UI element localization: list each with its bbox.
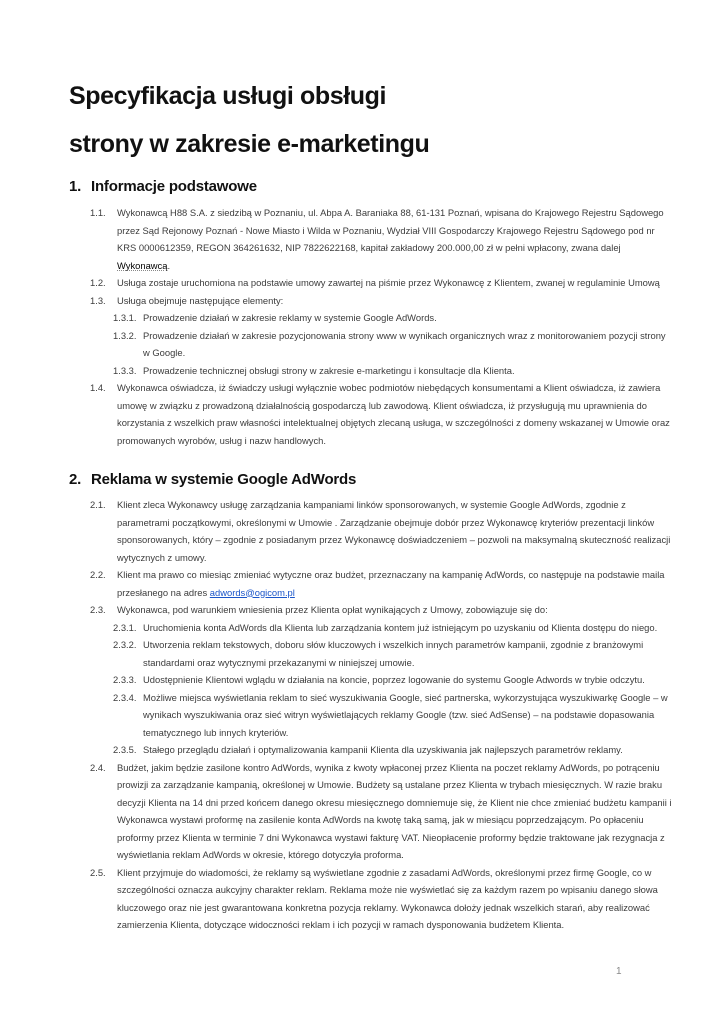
section-title: Reklama w systemie Google AdWords: [91, 471, 357, 488]
section-title: Informacje podstawowe: [91, 178, 257, 195]
clause-2-1: [0, 496, 725, 566]
clause-text: [117, 204, 673, 274]
section-2-body: [0, 496, 725, 934]
clause-2-3-5: [0, 741, 725, 759]
document-title-line-2: strony w zakresie e-marketingu: [69, 130, 430, 158]
clause-text: Klient zleca Wykonawcy usługę zarządzania kampaniami linków sponsorowanych, w systemie Google AdWords, zgodnie z parametrami początkowymi, określonymi w Umowie . Zarządzanie obejmuje dobór przez Wykonawcę kryteriów prezentacji linków sponsorowanych, który – zgodnie z posiadanym przez Wykonawcę doświadczeniem – pozwoli na maksymalną skuteczność realizacji wytycznych z umowy.: [117, 499, 671, 563]
clause-text-part: .: [167, 259, 171, 271]
clause-number: 1.1.: [90, 207, 106, 218]
clause-number: 1.3.1.: [113, 312, 137, 323]
section-1-heading: [69, 177, 257, 197]
clause-text: Wykonawca, pod warunkiem wniesienia przez Klienta opłat wynikających z Umowy, zobowiązuje się do:: [117, 604, 548, 615]
section-2-heading: [69, 470, 356, 490]
defined-term: Wykonawcą: [117, 259, 168, 271]
clause-2-3-4: [0, 689, 725, 742]
clause-text-part: Wykonawcą H88 S.A. z siedzibą w Poznaniu, ul. Abpa A. Baraniaka 88, 61-131 Poznań, wpisana do Krajowego Rejestru Sądowego przez Sąd Rejonowy Poznań - Nowe Miasto i Wilda w Poznaniu, Wydział VIII Gospodarczy Krajowego Rejestru Sądowego pod nr KRS 0000612359, REGON 364261632, NIP 7822622168, kapitał zakładowy 200.000,00 zł w pełni wpłacony, zwana dalej: [117, 207, 664, 253]
clause-1-3-3: [0, 362, 725, 380]
clause-number: 1.2.: [90, 277, 106, 288]
clause-text: [117, 566, 673, 601]
clause-number: 2.3.1.: [113, 621, 137, 633]
clause-2-3-3: [0, 671, 725, 689]
clause-text: Wykonawca oświadcza, iż świadczy usługi wyłącznie wobec podmiotów niebędących konsumentami a Klient oświadcza, iż zawiera umowę w związku z prowadzoną działalnością gospodarczą lub zawodową. Klient oświadcza, iż przysługują mu uprawnienia do korzystania z wszelkich praw własności intelektualnej objętych zlecaną usługa, w szczególności z domeny wskazanej w Umowie oraz promowanych wyrobów, usług i nazw handlowych.: [117, 382, 670, 446]
clause-number: 1.3.3.: [113, 364, 137, 376]
clause-2-3: [0, 601, 725, 619]
section-number: 1.: [69, 178, 82, 195]
clause-text: Budżet, jakim będzie zasilone kontro AdWords, wynika z kwoty wpłaconej przez Klienta na poczet reklamy AdWords, po potrąceniu prowizji za zarządzanie kampanią, określonej w Umowie. Budżety są ustalane przez Klienta w trybach miesięcznych. W razie braku decyzji Klienta na 14 dni przed końcem danego okresu miesięcznego domniemuje się, że Klient nie chce zmieniać budżetu kampanii i Wykonawca wystawi proformę na zasilenie konta AdWords na kwotę taką samą, jak w miesiącu poprzedzającym. Po opłaceniu proformy przez Klienta w terminie 7 dni Wykonawca wystawi fakturę VAT. Nieopłacenie proformy będzie traktowane jak rezygnacja z wyświetlania reklam AdWords w okresie, którego dotyczyła proforma.: [117, 761, 672, 860]
clause-number: 1.4.: [90, 382, 106, 393]
clause-number: 2.2.: [90, 569, 106, 580]
clause-1-3: [0, 292, 725, 310]
clause-text: Możliwe miejsca wyświetlania reklam to sieć wyszukiwania Google, sieć partnerska, wykorzystująca wyszukiwarkę Google – w wynikach wyszukiwania oraz sieć witryn wyświetlających reklamy Google (tzw. sieć AdSense) – na podstawie dopasowania tematycznego lub innych kryteriów.: [143, 691, 668, 738]
clause-text: Usługa obejmuje następujące elementy:: [117, 294, 284, 306]
clause-2-2: [0, 566, 725, 601]
clause-number: 2.3.2.: [113, 639, 137, 650]
clause-text: Usługa zostaje uruchomiona na podstawie umowy zawartej na piśmie przez Wykonawcę z Klientem, zwanej w regulaminie Umową: [117, 277, 660, 288]
email-link[interactable]: adwords@ogicom.pl: [209, 586, 295, 598]
clause-2-3-2: [0, 636, 725, 671]
clause-number: 2.5.: [90, 866, 106, 878]
clause-text: Prowadzenie działań w zakresie reklamy w systemie Google AdWords.: [143, 312, 437, 323]
clause-text: Uruchomienia konta AdWords dla Klienta lub zarządzania kontem już istniejącym po uzyskaniu od Klienta dostępu do niego.: [143, 621, 658, 633]
clause-text-part: Klient ma prawo co miesiąc zmieniać wytyczne oraz budżet, przeznaczany na kampanię AdWords, co następuje na podstawie maila przesłanego na adres: [117, 569, 665, 598]
clause-1-1: [0, 204, 725, 274]
clause-text: Utworzenia reklam tekstowych, doboru słów kluczowych i wszelkich innych parametrów kampanii, zgodnie z branżowymi standardami oraz wytycznymi przekazanymi w niniejszej umowie.: [143, 639, 644, 668]
clause-number: 1.3.: [90, 294, 106, 306]
clause-text: Klient przyjmuje do wiadomości, że reklamy są wyświetlane zgodnie z zasadami AdWords, określonymi przez firmę Google, co w szczególności oznacza aukcyjny charakter reklam. Reklama może nie wyświetlać się za każdym razem po wpisaniu danego słowa kluczowego oraz nie jest gwarantowana konkretna pozycja reklamy. Wykonawca dołoży jednak wszelkich starań, aby realizować zamierzenia Klienta, dotyczące widoczności reklam i ich pozycji w ramach dysponowania budżetem Klienta.: [117, 866, 658, 930]
clause-number: 2.3.4.: [113, 691, 137, 703]
clause-number: 2.3.: [90, 604, 106, 615]
document-title-line-1: Specyfikacja usługi obsługi: [69, 82, 387, 110]
clause-text: Prowadzenie działań w zakresie pozycjonowania strony www w wynikach organicznych wraz z monitorowaniem pozycji strony w Google.: [143, 329, 666, 358]
section-1-body: [0, 204, 725, 449]
clause-text: Udostępnienie Klientowi wglądu w działania na koncie, poprzez logowanie do systemu Google Adwords w trybie odczytu.: [143, 674, 645, 685]
page-number: 1: [616, 966, 622, 977]
clause-number: 2.3.3.: [113, 674, 137, 685]
clause-number: 1.3.2.: [113, 329, 137, 341]
clause-text: Stałego przeglądu działań i optymalizowania kampanii Klienta dla uzyskiwania jak najlepszych parametrów reklamy.: [143, 744, 623, 755]
clause-1-3-2: [0, 327, 725, 362]
clause-1-2: [0, 274, 725, 292]
clause-number: 2.4.: [90, 761, 106, 773]
clause-2-5: [0, 864, 725, 934]
clause-2-4: [0, 759, 725, 864]
clause-text: Prowadzenie technicznej obsługi strony w zakresie e-marketingu i konsultacje dla Klienta.: [143, 364, 515, 376]
clause-number: 2.3.5.: [113, 744, 137, 755]
clause-1-3-1: [0, 309, 725, 327]
clause-1-4: [0, 379, 725, 449]
clause-2-3-1: [0, 619, 725, 637]
clause-number: 2.1.: [90, 499, 106, 510]
section-number: 2.: [69, 471, 82, 488]
